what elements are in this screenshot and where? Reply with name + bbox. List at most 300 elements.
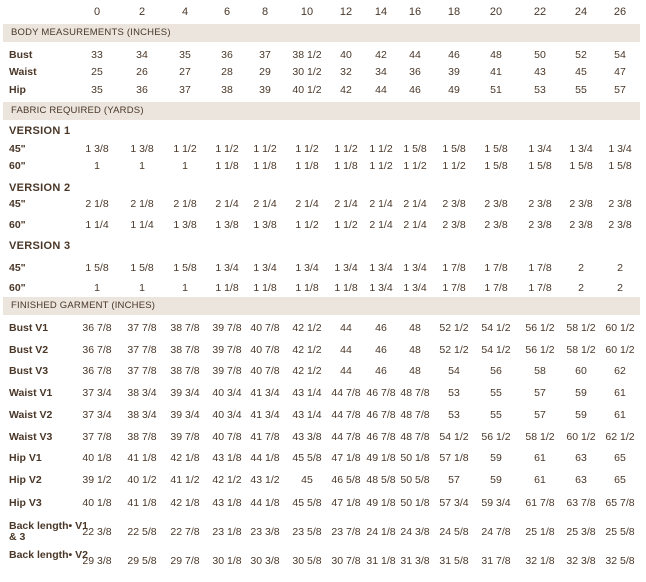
finished-row-value: 38 3/4 — [127, 387, 157, 399]
finished-row-value: 45 5/8 — [292, 452, 322, 464]
body-row-value: 44 — [409, 49, 421, 61]
finished-row-value: 40 3/4 — [212, 387, 242, 399]
finished-row-value: 40 7/8 — [212, 431, 242, 443]
fabric-row-value: 2 1/4 — [253, 198, 277, 210]
finished-row-value: 61 — [614, 409, 626, 421]
fabric-row-value: 1 — [182, 282, 188, 294]
finished-row-value: 40 3/4 — [212, 409, 242, 421]
finished-row-value: 41 7/8 — [250, 431, 280, 443]
row-label: Bust V3 — [9, 365, 49, 377]
finished-row-value: 62 1/2 — [605, 431, 635, 443]
finished-row-value: 40 1/2 — [127, 474, 157, 486]
finished-row-value: 47 1/8 — [331, 497, 361, 509]
fabric-row-value: 2 1/4 — [334, 198, 358, 210]
finished-row-value: 47 1/8 — [331, 452, 361, 464]
finished-row-value: 53 — [448, 387, 460, 399]
fabric-row-value: 1 3/4 — [369, 262, 393, 274]
fabric-row-value: 1 3/4 — [608, 143, 632, 155]
body-row-value: 34 — [136, 49, 148, 61]
finished-row-value: 44 1/8 — [250, 452, 280, 464]
finished-row-value: 32 5/8 — [605, 555, 635, 567]
fabric-row-value: 1 — [139, 160, 145, 172]
finished-row-value: 36 7/8 — [82, 344, 112, 356]
fabric-row-value: 2 3/8 — [528, 198, 552, 210]
finished-row-value: 46 7/8 — [366, 387, 396, 399]
finished-row-value: 60 1/2 — [566, 431, 596, 443]
fabric-row-value: 1 1/2 — [295, 143, 319, 155]
finished-row-value: 52 1/2 — [439, 344, 469, 356]
section-header-finished: FINISHED GARMENT (INCHES) — [3, 297, 640, 315]
finished-row-value: 57 3/4 — [439, 497, 469, 509]
finished-row-value: 43 1/4 — [292, 387, 322, 399]
finished-row-value: 61 — [534, 474, 546, 486]
body-row-value: 26 — [136, 66, 148, 78]
finished-row-value: 22 5/8 — [127, 526, 157, 538]
finished-row-value: 44 1/8 — [250, 497, 280, 509]
fabric-row-value: 1 1/8 — [253, 160, 277, 172]
fabric-row-value: 1 1/8 — [334, 160, 358, 172]
body-row-value: 49 — [448, 84, 460, 96]
fabric-row-value: 1 5/8 — [173, 262, 197, 274]
body-row-value: 47 — [614, 66, 626, 78]
body-row-value: 30 1/2 — [292, 66, 322, 78]
fabric-row-value: 2 1/4 — [369, 219, 393, 231]
finished-row-value: 57 — [534, 387, 546, 399]
size-header: 14 — [374, 6, 388, 18]
finished-row-value: 31 1/8 — [366, 555, 396, 567]
body-row-value: 35 — [91, 84, 103, 96]
finished-row-value: 44 7/8 — [331, 409, 361, 421]
fabric-row-value: 2 1/4 — [369, 198, 393, 210]
finished-row-value: 38 7/8 — [170, 322, 200, 334]
finished-row-value: 38 3/4 — [127, 409, 157, 421]
finished-row-value: 36 7/8 — [82, 322, 112, 334]
finished-row-value: 41 3/4 — [250, 409, 280, 421]
fabric-row-value: 1 3/8 — [253, 219, 277, 231]
row-label: 45" — [9, 198, 26, 210]
row-label: Waist V3 — [9, 431, 53, 443]
finished-row-value: 54 1/2 — [439, 431, 469, 443]
body-row-value: 36 — [221, 49, 233, 61]
finished-row-value: 55 — [490, 387, 502, 399]
body-row-value: 46 — [409, 84, 421, 96]
size-header: 22 — [533, 6, 547, 18]
finished-row-value: 59 — [575, 409, 587, 421]
finished-row-value: 50 1/8 — [400, 452, 430, 464]
finished-row-value: 60 1/2 — [605, 344, 635, 356]
fabric-row-value: 1 7/8 — [442, 262, 466, 274]
finished-row-value: 62 — [614, 365, 626, 377]
finished-row-value: 29 5/8 — [127, 555, 157, 567]
finished-row-value: 37 7/8 — [127, 365, 157, 377]
finished-row-value: 43 1/8 — [212, 452, 242, 464]
body-row-value: 40 — [340, 49, 352, 61]
finished-row-value: 22 3/8 — [82, 526, 112, 538]
body-row-value: 48 — [490, 49, 502, 61]
body-row-value: 54 — [614, 49, 626, 61]
finished-row-value: 59 3/4 — [481, 497, 511, 509]
finished-row-value: 49 1/8 — [366, 497, 396, 509]
finished-row-value: 44 — [340, 344, 352, 356]
row-label: 60" — [9, 219, 26, 231]
finished-row-value: 30 5/8 — [292, 555, 322, 567]
version-heading: VERSION 3 — [9, 240, 71, 252]
finished-row-value: 48 — [409, 344, 421, 356]
row-label: Bust V2 — [9, 344, 49, 356]
fabric-row-value: 1 1/2 — [369, 160, 393, 172]
finished-row-value: 39 3/4 — [170, 387, 200, 399]
size-header: 12 — [339, 6, 353, 18]
row-label: Back length• V1 & 3 — [9, 520, 88, 543]
fabric-row-value: 1 7/8 — [528, 262, 552, 274]
fabric-row-value: 1 3/4 — [369, 282, 393, 294]
row-label: Hip V3 — [9, 497, 42, 509]
fabric-row-value: 1 1/8 — [215, 282, 239, 294]
finished-row-value: 56 1/2 — [525, 344, 555, 356]
size-header: 26 — [613, 6, 627, 18]
fabric-row-value: 1 1/8 — [215, 160, 239, 172]
body-row-value: 52 — [575, 49, 587, 61]
body-row-value: 40 1/2 — [292, 84, 322, 96]
finished-row-value: 57 — [448, 474, 460, 486]
fabric-row-value: 1 1/2 — [442, 160, 466, 172]
body-row-value: 53 — [534, 84, 546, 96]
fabric-row-value: 2 — [617, 262, 623, 274]
finished-row-value: 53 — [448, 409, 460, 421]
fabric-row-value: 2 3/8 — [484, 219, 508, 231]
finished-row-value: 65 — [614, 452, 626, 464]
finished-row-value: 43 1/4 — [292, 409, 322, 421]
body-row-value: 50 — [534, 49, 546, 61]
finished-row-value: 25 1/8 — [525, 526, 555, 538]
body-row-value: 35 — [179, 49, 191, 61]
finished-row-value: 40 1/8 — [82, 497, 112, 509]
finished-row-value: 23 5/8 — [292, 526, 322, 538]
body-row-value: 57 — [614, 84, 626, 96]
finished-row-value: 24 1/8 — [366, 526, 396, 538]
body-row-value: 37 — [179, 84, 191, 96]
body-row-value: 45 — [575, 66, 587, 78]
size-header: 0 — [93, 6, 101, 18]
fabric-row-value: 2 1/4 — [215, 198, 239, 210]
fabric-row-value: 1 5/8 — [608, 160, 632, 172]
finished-row-value: 61 — [534, 452, 546, 464]
finished-row-value: 32 1/8 — [525, 555, 555, 567]
finished-row-value: 37 3/4 — [82, 387, 112, 399]
fabric-row-value: 1 — [94, 282, 100, 294]
body-row-value: 38 1/2 — [292, 49, 322, 61]
row-label: Hip V2 — [9, 474, 42, 486]
size-header: 6 — [223, 6, 231, 18]
finished-row-value: 63 — [575, 474, 587, 486]
finished-row-value: 46 — [375, 365, 387, 377]
fabric-row-value: 1 7/8 — [484, 282, 508, 294]
fabric-row-value: 1 3/8 — [130, 143, 154, 155]
finished-row-value: 50 1/8 — [400, 497, 430, 509]
fabric-row-value: 1 7/8 — [442, 282, 466, 294]
fabric-row-value: 2 3/8 — [569, 198, 593, 210]
finished-row-value: 43 1/8 — [212, 497, 242, 509]
fabric-row-value: 1 3/8 — [173, 219, 197, 231]
body-row-value: 39 — [448, 66, 460, 78]
finished-row-value: 58 — [534, 365, 546, 377]
finished-row-value: 42 1/2 — [292, 322, 322, 334]
finished-row-value: 30 3/8 — [250, 555, 280, 567]
finished-row-value: 38 7/8 — [127, 431, 157, 443]
fabric-row-value: 1 1/2 — [173, 143, 197, 155]
fabric-row-value: 1 3/4 — [569, 143, 593, 155]
finished-row-value: 42 1/8 — [170, 497, 200, 509]
body-row-value: 28 — [221, 66, 233, 78]
fabric-row-value: 2 1/8 — [173, 198, 197, 210]
finished-row-value: 37 7/8 — [127, 344, 157, 356]
fabric-row-value: 1 3/4 — [253, 262, 277, 274]
finished-row-value: 40 7/8 — [250, 322, 280, 334]
fabric-row-value: 1 3/8 — [215, 219, 239, 231]
finished-row-value: 45 5/8 — [292, 497, 322, 509]
finished-row-value: 39 7/8 — [212, 322, 242, 334]
finished-row-value: 30 1/8 — [212, 555, 242, 567]
fabric-row-value: 1 1/2 — [215, 143, 239, 155]
finished-row-value: 50 5/8 — [400, 474, 430, 486]
finished-row-value: 49 1/8 — [366, 452, 396, 464]
fabric-row-value: 2 3/8 — [442, 219, 466, 231]
finished-row-value: 54 — [448, 365, 460, 377]
finished-row-value: 41 1/8 — [127, 497, 157, 509]
row-label: 60" — [9, 282, 26, 294]
finished-row-value: 39 3/4 — [170, 409, 200, 421]
size-header: 10 — [300, 6, 314, 18]
finished-row-value: 42 1/2 — [292, 344, 322, 356]
row-label: 45" — [9, 143, 26, 155]
finished-row-value: 37 7/8 — [82, 431, 112, 443]
fabric-row-value: 1 3/8 — [85, 143, 109, 155]
finished-row-value: 56 1/2 — [525, 322, 555, 334]
fabric-row-value: 1 1/2 — [253, 143, 277, 155]
finished-row-value: 24 7/8 — [481, 526, 511, 538]
fabric-row-value: 1 1/8 — [295, 282, 319, 294]
finished-row-value: 42 1/2 — [292, 365, 322, 377]
fabric-row-value: 2 — [578, 282, 584, 294]
finished-row-value: 65 — [614, 474, 626, 486]
finished-row-value: 31 5/8 — [439, 555, 469, 567]
fabric-row-value: 1 3/4 — [334, 262, 358, 274]
body-row-value: 33 — [91, 49, 103, 61]
row-label: Waist V1 — [9, 387, 53, 399]
finished-row-value: 31 3/8 — [400, 555, 430, 567]
finished-row-value: 52 1/2 — [439, 322, 469, 334]
finished-row-value: 29 7/8 — [170, 555, 200, 567]
finished-row-value: 63 7/8 — [566, 497, 596, 509]
finished-row-value: 44 7/8 — [331, 431, 361, 443]
finished-row-value: 23 1/8 — [212, 526, 242, 538]
finished-row-value: 36 7/8 — [82, 365, 112, 377]
fabric-row-value: 2 — [617, 282, 623, 294]
fabric-row-value: 1 1/2 — [295, 219, 319, 231]
body-row-value: 34 — [375, 66, 387, 78]
size-header: 18 — [447, 6, 461, 18]
finished-row-value: 44 — [340, 365, 352, 377]
body-row-value: 27 — [179, 66, 191, 78]
body-row-value: 44 — [375, 84, 387, 96]
fabric-row-value: 2 3/8 — [569, 219, 593, 231]
fabric-row-value: 1 7/8 — [484, 262, 508, 274]
fabric-row-value: 1 3/4 — [528, 143, 552, 155]
finished-row-value: 46 — [375, 322, 387, 334]
finished-row-value: 24 5/8 — [439, 526, 469, 538]
finished-row-value: 48 7/8 — [400, 431, 430, 443]
fabric-row-value: 2 1/8 — [130, 198, 154, 210]
fabric-row-value: 1 1/2 — [334, 143, 358, 155]
finished-row-value: 32 3/8 — [566, 555, 596, 567]
body-row-value: 51 — [490, 84, 502, 96]
finished-row-value: 58 1/2 — [525, 431, 555, 443]
size-header: 20 — [489, 6, 503, 18]
size-header: 16 — [408, 6, 422, 18]
finished-row-value: 57 — [534, 409, 546, 421]
finished-row-value: 31 7/8 — [481, 555, 511, 567]
row-label: Bust V1 — [9, 322, 49, 334]
fabric-row-value: 1 5/8 — [484, 143, 508, 155]
finished-row-value: 24 3/8 — [400, 526, 430, 538]
finished-row-value: 63 — [575, 452, 587, 464]
finished-row-value: 43 1/2 — [250, 474, 280, 486]
finished-row-value: 25 3/8 — [566, 526, 596, 538]
finished-row-value: 46 — [375, 344, 387, 356]
fabric-row-value: 1 5/8 — [130, 262, 154, 274]
size-header: 24 — [574, 6, 588, 18]
fabric-row-value: 1 1/8 — [295, 160, 319, 172]
section-header-fabric: FABRIC REQUIRED (YARDS) — [3, 102, 640, 120]
finished-row-value: 43 3/8 — [292, 431, 322, 443]
size-header: 8 — [261, 6, 269, 18]
finished-row-value: 25 5/8 — [605, 526, 635, 538]
finished-row-value: 48 7/8 — [400, 409, 430, 421]
body-row-value: 43 — [534, 66, 546, 78]
finished-row-value: 42 1/2 — [212, 474, 242, 486]
fabric-row-value: 2 3/8 — [608, 198, 632, 210]
fabric-row-value: 1 1/4 — [85, 219, 109, 231]
body-row-value: 41 — [490, 66, 502, 78]
fabric-row-value: 1 5/8 — [85, 262, 109, 274]
finished-row-value: 46 7/8 — [366, 409, 396, 421]
finished-row-value: 40 7/8 — [250, 344, 280, 356]
fabric-row-value: 1 5/8 — [569, 160, 593, 172]
body-row-value: 42 — [375, 49, 387, 61]
finished-row-value: 39 7/8 — [170, 431, 200, 443]
finished-row-value: 41 3/4 — [250, 387, 280, 399]
finished-row-value: 41 1/8 — [127, 452, 157, 464]
row-label: 45" — [9, 262, 26, 274]
fabric-row-value: 1 5/8 — [442, 143, 466, 155]
finished-row-value: 48 — [409, 365, 421, 377]
fabric-row-value: 1 — [182, 160, 188, 172]
version-heading: VERSION 1 — [9, 125, 71, 137]
finished-row-value: 38 7/8 — [170, 365, 200, 377]
fabric-row-value: 1 3/4 — [403, 282, 427, 294]
finished-row-value: 54 1/2 — [481, 344, 511, 356]
body-row-value: 36 — [136, 84, 148, 96]
fabric-row-value: 1 3/4 — [215, 262, 239, 274]
row-label: Waist — [9, 66, 37, 78]
version-heading: VERSION 2 — [9, 182, 71, 194]
body-row-value: 39 — [259, 84, 271, 96]
finished-row-value: 65 7/8 — [605, 497, 635, 509]
finished-row-value: 42 1/8 — [170, 452, 200, 464]
fabric-row-value: 2 3/8 — [528, 219, 552, 231]
fabric-row-value: 1 1/2 — [403, 160, 427, 172]
body-row-value: 38 — [221, 84, 233, 96]
fabric-row-value: 1 5/8 — [403, 143, 427, 155]
fabric-row-value: 1 — [139, 282, 145, 294]
finished-row-value: 38 7/8 — [170, 344, 200, 356]
finished-row-value: 22 7/8 — [170, 526, 200, 538]
finished-row-value: 59 — [490, 474, 502, 486]
fabric-row-value: 2 1/4 — [403, 198, 427, 210]
finished-row-value: 37 7/8 — [127, 322, 157, 334]
row-label: Hip — [9, 84, 26, 96]
row-label: Hip V1 — [9, 452, 42, 464]
fabric-row-value: 1 — [94, 160, 100, 172]
fabric-row-value: 2 1/8 — [85, 198, 109, 210]
finished-row-value: 58 1/2 — [566, 322, 596, 334]
finished-row-value: 60 — [575, 365, 587, 377]
finished-row-value: 60 1/2 — [605, 322, 635, 334]
finished-row-value: 56 — [490, 365, 502, 377]
section-header-body: BODY MEASUREMENTS (INCHES) — [3, 24, 640, 42]
fabric-row-value: 1 1/4 — [130, 219, 154, 231]
fabric-row-value: 2 1/4 — [403, 219, 427, 231]
finished-row-value: 29 3/8 — [82, 555, 112, 567]
finished-row-value: 44 7/8 — [331, 387, 361, 399]
fabric-row-value: 1 3/4 — [403, 262, 427, 274]
row-label: 60" — [9, 160, 26, 172]
finished-row-value: 58 1/2 — [566, 344, 596, 356]
fabric-row-value: 1 7/8 — [528, 282, 552, 294]
finished-row-value: 57 1/8 — [439, 452, 469, 464]
finished-row-value: 46 7/8 — [366, 431, 396, 443]
finished-row-value: 23 3/8 — [250, 526, 280, 538]
body-row-value: 29 — [259, 66, 271, 78]
fabric-row-value: 2 1/4 — [295, 198, 319, 210]
body-row-value: 46 — [448, 49, 460, 61]
fabric-row-value: 1 1/2 — [334, 219, 358, 231]
finished-row-value: 39 1/2 — [82, 474, 112, 486]
finished-row-value: 37 3/4 — [82, 409, 112, 421]
fabric-row-value: 2 3/8 — [442, 198, 466, 210]
fabric-row-value: 2 3/8 — [484, 198, 508, 210]
finished-row-value: 40 1/8 — [82, 452, 112, 464]
finished-row-value: 46 5/8 — [331, 474, 361, 486]
row-label: Waist V2 — [9, 409, 53, 421]
size-header: 2 — [138, 6, 146, 18]
finished-row-value: 59 — [490, 452, 502, 464]
finished-row-value: 61 7/8 — [525, 497, 555, 509]
body-row-value: 42 — [340, 84, 352, 96]
fabric-row-value: 2 — [578, 262, 584, 274]
finished-row-value: 48 5/8 — [366, 474, 396, 486]
body-row-value: 32 — [340, 66, 352, 78]
fabric-row-value: 1 1/8 — [253, 282, 277, 294]
size-header: 4 — [181, 6, 189, 18]
body-row-value: 37 — [259, 49, 271, 61]
finished-row-value: 56 1/2 — [481, 431, 511, 443]
fabric-row-value: 1 1/2 — [369, 143, 393, 155]
finished-row-value: 54 1/2 — [481, 322, 511, 334]
row-label: Back length• V2 — [9, 549, 88, 561]
finished-row-value: 30 7/8 — [331, 555, 361, 567]
row-label: Bust — [9, 49, 33, 61]
